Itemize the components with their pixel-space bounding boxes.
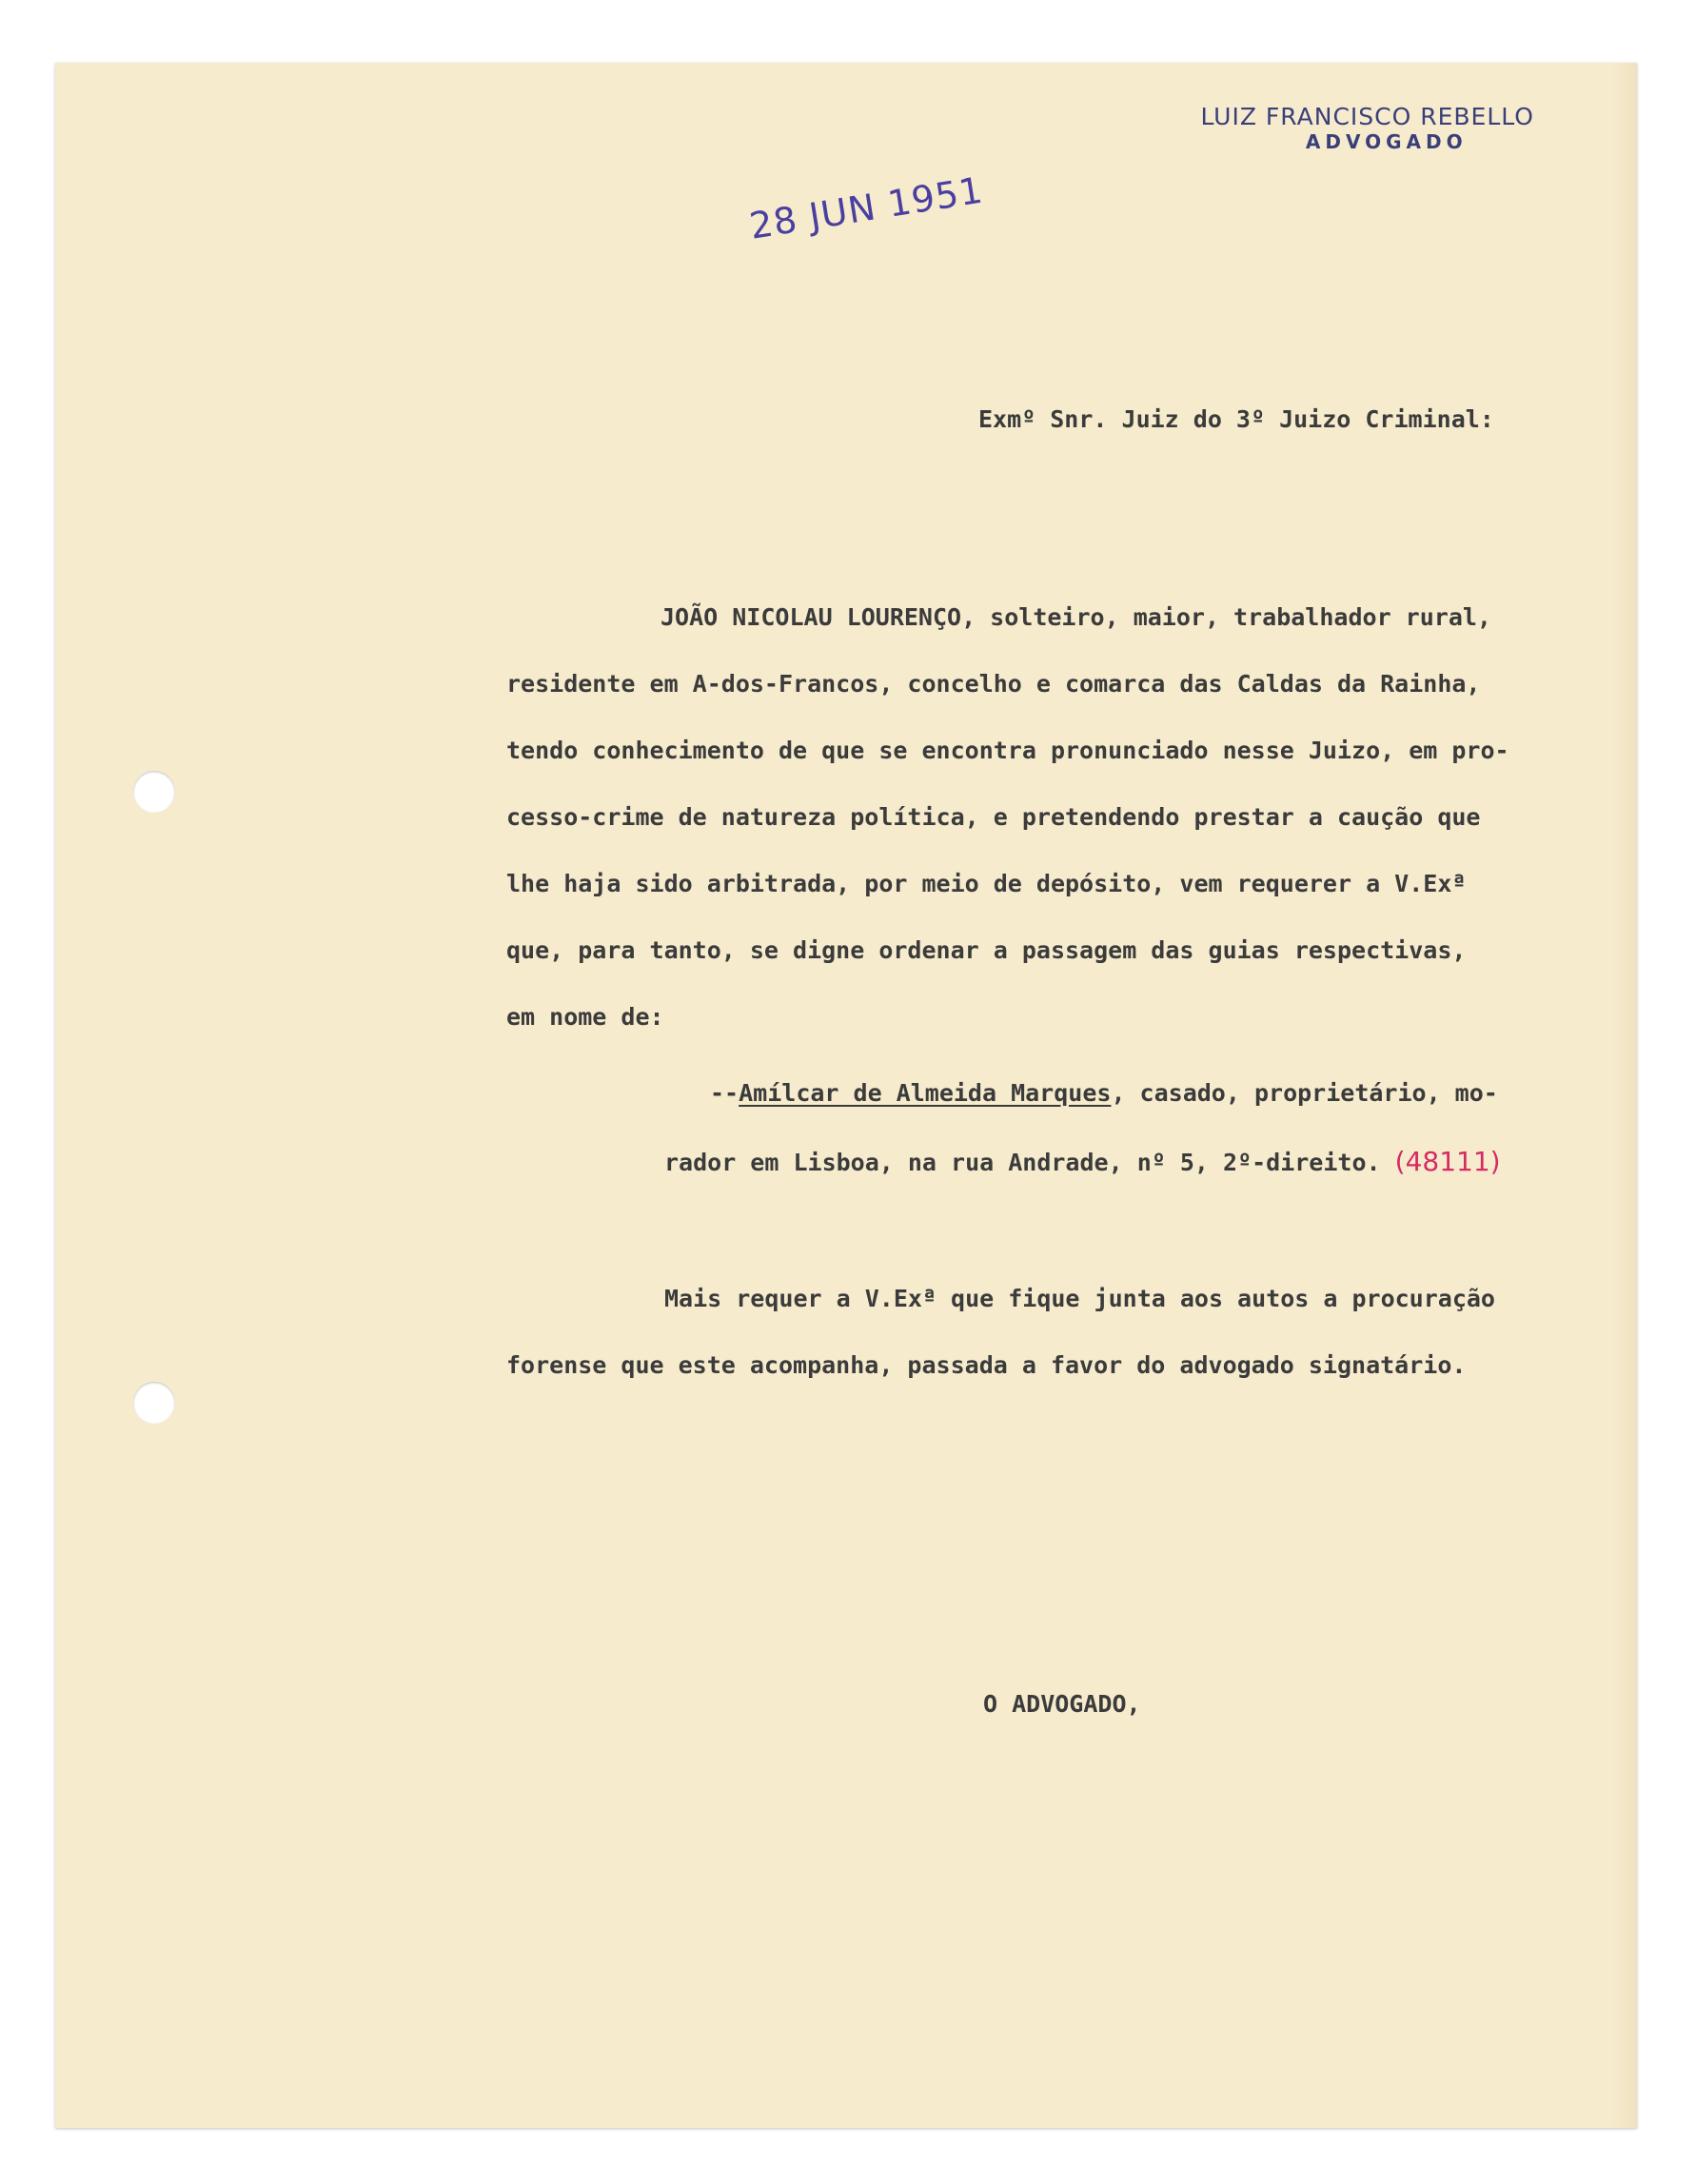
paragraph-1-line: em nome de: <box>506 1003 664 1031</box>
document-page <box>55 63 1637 2128</box>
guarantor-name: Amílcar de Almeida Marques <box>739 1079 1112 1107</box>
letterhead-title: ADVOGADO <box>1305 130 1468 153</box>
paragraph-2-line: forense que este acompanha, passada a favor do advogado signatário. <box>506 1351 1467 1379</box>
date-stamp: 28 JUN 1951 <box>746 168 987 247</box>
punch-hole-bottom <box>133 1382 175 1424</box>
letterhead-stamp <box>1200 105 1534 154</box>
punch-hole-top <box>133 771 175 813</box>
addressee-line: Exmº Snr. Juiz do 3º Juizo Criminal: <box>978 405 1494 433</box>
paragraph-1-line: JOÃO NICOLAU LOURENÇO, solteiro, maior, trabalhador rural, <box>661 603 1491 631</box>
guarantor-line-2 <box>664 1146 1501 1177</box>
paragraph-1-line: tendo conhecimento de que se encontra pronunciado nesse Juizo, em pro- <box>506 737 1509 764</box>
handwritten-annotation: (48111) <box>1394 1146 1501 1177</box>
paragraph-1-line: residente em A-dos-Francos, concelho e comarca das Caldas da Rainha, <box>506 670 1481 698</box>
signature-line: O ADVOGADO, <box>983 1690 1141 1718</box>
guarantor-address: rador em Lisboa, na rua Andrade, nº 5, 2º-direito. <box>664 1149 1381 1176</box>
paragraph-1-line: cesso-crime de natureza política, e pretendendo prestar a caução que <box>506 803 1481 831</box>
paragraph-1-line: que, para tanto, se digne ordenar a passagem das guias respectivas, <box>506 936 1467 964</box>
guarantor-prefix: -- <box>710 1079 740 1107</box>
letterhead-name: LUIZ FRANCISCO REBELLO <box>1200 103 1534 130</box>
page-edge <box>1612 63 1637 2128</box>
paragraph-2-line: Mais requer a V.Exª que fique junta aos autos a procuração <box>664 1285 1495 1312</box>
guarantor-line-1 <box>710 1079 1498 1107</box>
paragraph-1-line: lhe haja sido arbitrada, por meio de depósito, vem requerer a V.Exª <box>506 870 1467 897</box>
guarantor-details: , casado, proprietário, mo- <box>1111 1079 1498 1107</box>
